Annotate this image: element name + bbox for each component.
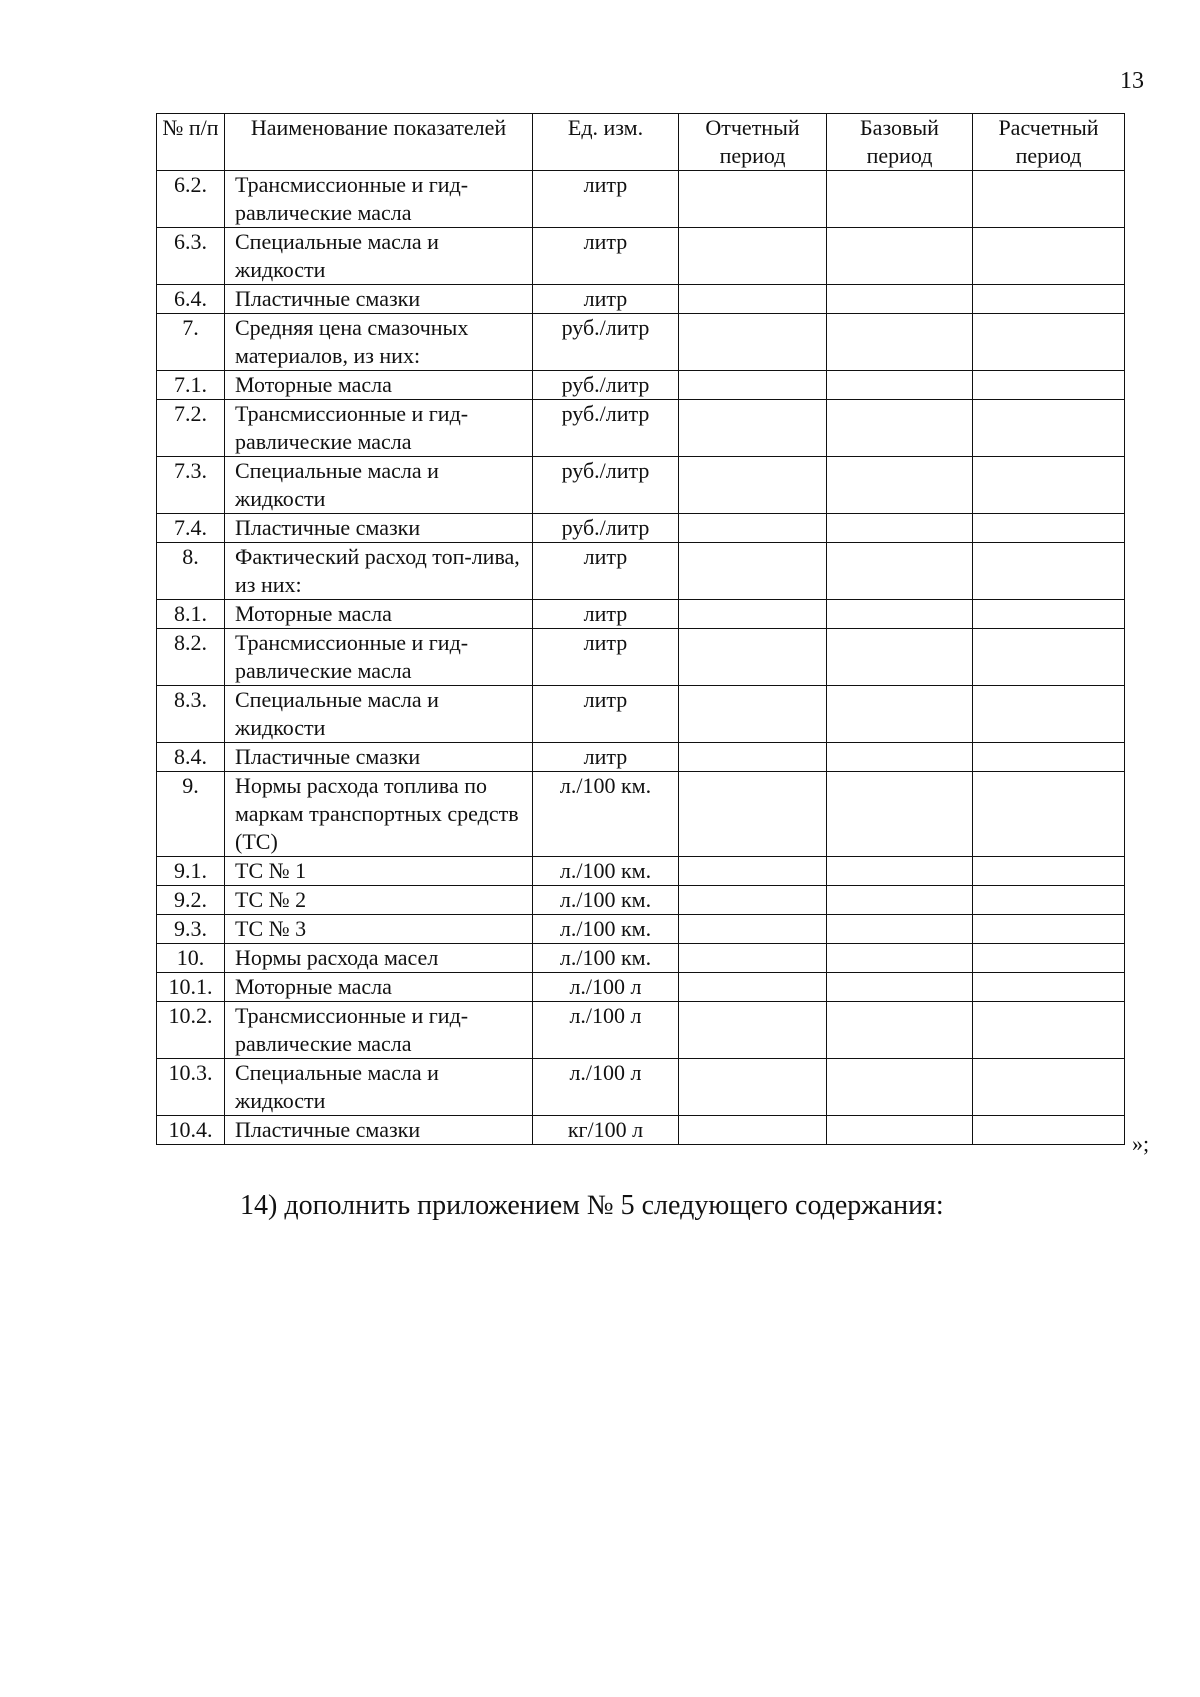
row-unit: л./100 л: [533, 973, 679, 1002]
row-base-value: [827, 629, 973, 686]
row-name: Нормы расхода масел: [225, 944, 533, 973]
table-body: [157, 171, 1125, 1145]
row-unit: литр: [533, 285, 679, 314]
row-base-value: [827, 886, 973, 915]
row-name: Моторные масла: [225, 600, 533, 629]
table-row: [157, 886, 1125, 915]
table-row: [157, 857, 1125, 886]
row-base-value: [827, 1059, 973, 1116]
row-base-value: [827, 514, 973, 543]
row-reporting-value: [679, 400, 827, 457]
row-reporting-value: [679, 973, 827, 1002]
row-unit: литр: [533, 228, 679, 285]
row-base-value: [827, 171, 973, 228]
table-row: [157, 543, 1125, 600]
row-unit: л./100 км.: [533, 886, 679, 915]
page-number: 13: [1120, 68, 1144, 94]
row-number: 6.3.: [157, 228, 225, 285]
row-base-value: [827, 1116, 973, 1145]
row-estimated-value: [973, 228, 1125, 285]
row-base-value: [827, 772, 973, 857]
row-reporting-value: [679, 228, 827, 285]
row-estimated-value: [973, 457, 1125, 514]
row-unit: руб./литр: [533, 457, 679, 514]
row-unit: литр: [533, 686, 679, 743]
row-base-value: [827, 543, 973, 600]
row-number: 8.2.: [157, 629, 225, 686]
row-unit: литр: [533, 600, 679, 629]
row-estimated-value: [973, 1116, 1125, 1145]
row-base-value: [827, 915, 973, 944]
row-base-value: [827, 686, 973, 743]
table-row: [157, 514, 1125, 543]
row-estimated-value: [973, 886, 1125, 915]
table-row: [157, 1059, 1125, 1116]
row-reporting-value: [679, 1002, 827, 1059]
table-row: [157, 285, 1125, 314]
table-row: [157, 915, 1125, 944]
table-row: [157, 1116, 1125, 1145]
table-row: [157, 944, 1125, 973]
row-name: Трансмиссионные и гид-равлические масла: [225, 171, 533, 228]
row-unit: л./100 км.: [533, 944, 679, 973]
row-unit: литр: [533, 629, 679, 686]
row-reporting-value: [679, 1116, 827, 1145]
row-base-value: [827, 600, 973, 629]
row-reporting-value: [679, 600, 827, 629]
table-row: [157, 1002, 1125, 1059]
table-row: [157, 371, 1125, 400]
row-name: Трансмиссионные и гид-равлические масла: [225, 1002, 533, 1059]
table-header-row: [157, 114, 1125, 171]
row-number: 7.: [157, 314, 225, 371]
row-name: Нормы расхода топлива по маркам транспортных средств (ТС): [225, 772, 533, 857]
row-name: ТС № 1: [225, 857, 533, 886]
row-number: 7.2.: [157, 400, 225, 457]
row-reporting-value: [679, 686, 827, 743]
row-reporting-value: [679, 543, 827, 600]
row-name: Специальные масла и жидкости: [225, 457, 533, 514]
row-estimated-value: [973, 857, 1125, 886]
row-name: Моторные масла: [225, 371, 533, 400]
row-estimated-value: [973, 543, 1125, 600]
row-name: Трансмиссионные и гид-равлические масла: [225, 629, 533, 686]
row-unit: руб./литр: [533, 314, 679, 371]
row-estimated-value: [973, 285, 1125, 314]
table-row: [157, 772, 1125, 857]
header-estimated-period: Расчетный период: [973, 114, 1125, 171]
row-base-value: [827, 400, 973, 457]
row-reporting-value: [679, 514, 827, 543]
row-estimated-value: [973, 1002, 1125, 1059]
row-name: Пластичные смазки: [225, 514, 533, 543]
row-estimated-value: [973, 772, 1125, 857]
table-row: [157, 400, 1125, 457]
row-reporting-value: [679, 915, 827, 944]
row-number: 10.1.: [157, 973, 225, 1002]
row-reporting-value: [679, 743, 827, 772]
row-number: 10.: [157, 944, 225, 973]
row-number: 7.3.: [157, 457, 225, 514]
header-unit: Ед. изм.: [533, 114, 679, 171]
row-number: 10.4.: [157, 1116, 225, 1145]
row-base-value: [827, 857, 973, 886]
row-number: 9.1.: [157, 857, 225, 886]
table-row: [157, 457, 1125, 514]
row-unit: л./100 л: [533, 1002, 679, 1059]
header-base-period: Базовый период: [827, 114, 973, 171]
row-reporting-value: [679, 944, 827, 973]
row-reporting-value: [679, 314, 827, 371]
row-base-value: [827, 743, 973, 772]
row-base-value: [827, 457, 973, 514]
row-number: 9.2.: [157, 886, 225, 915]
row-base-value: [827, 285, 973, 314]
row-number: 7.1.: [157, 371, 225, 400]
row-number: 9.3.: [157, 915, 225, 944]
row-unit: л./100 км.: [533, 772, 679, 857]
row-number: 8.1.: [157, 600, 225, 629]
row-reporting-value: [679, 457, 827, 514]
row-number: 7.4.: [157, 514, 225, 543]
row-name: Пластичные смазки: [225, 1116, 533, 1145]
header-reporting-period: Отчетный период: [679, 114, 827, 171]
row-reporting-value: [679, 886, 827, 915]
row-estimated-value: [973, 944, 1125, 973]
row-reporting-value: [679, 772, 827, 857]
row-unit: л./100 км.: [533, 857, 679, 886]
indicator-table: [156, 113, 1125, 1145]
row-base-value: [827, 944, 973, 973]
row-number: 8.3.: [157, 686, 225, 743]
row-estimated-value: [973, 171, 1125, 228]
row-unit: литр: [533, 171, 679, 228]
row-name: Пластичные смазки: [225, 285, 533, 314]
row-name: Специальные масла и жидкости: [225, 228, 533, 285]
row-name: Фактический расход топ-лива, из них:: [225, 543, 533, 600]
row-estimated-value: [973, 314, 1125, 371]
table-row: [157, 743, 1125, 772]
row-name: ТС № 2: [225, 886, 533, 915]
row-name: Средняя цена смазочных материалов, из них:: [225, 314, 533, 371]
row-base-value: [827, 1002, 973, 1059]
table-row: [157, 228, 1125, 285]
amendment-text: 14) дополнить приложением № 5 следующего содержания:: [240, 1190, 944, 1221]
row-estimated-value: [973, 743, 1125, 772]
row-estimated-value: [973, 400, 1125, 457]
row-unit: литр: [533, 543, 679, 600]
row-name: Специальные масла и жидкости: [225, 686, 533, 743]
row-estimated-value: [973, 915, 1125, 944]
row-estimated-value: [973, 629, 1125, 686]
row-number: 9.: [157, 772, 225, 857]
table-row: [157, 686, 1125, 743]
row-base-value: [827, 371, 973, 400]
row-number: 8.: [157, 543, 225, 600]
table-row: [157, 314, 1125, 371]
row-unit: л./100 л: [533, 1059, 679, 1116]
row-name: Специальные масла и жидкости: [225, 1059, 533, 1116]
row-estimated-value: [973, 514, 1125, 543]
row-name: Моторные масла: [225, 973, 533, 1002]
row-name: ТС № 3: [225, 915, 533, 944]
closing-quote: »;: [1132, 1131, 1150, 1156]
row-number: 10.2.: [157, 1002, 225, 1059]
row-unit: л./100 км.: [533, 915, 679, 944]
table-row: [157, 171, 1125, 228]
header-num: № п/п: [157, 114, 225, 171]
row-reporting-value: [679, 371, 827, 400]
row-reporting-value: [679, 285, 827, 314]
row-estimated-value: [973, 686, 1125, 743]
row-reporting-value: [679, 857, 827, 886]
row-reporting-value: [679, 1059, 827, 1116]
row-name: Пластичные смазки: [225, 743, 533, 772]
table-row: [157, 629, 1125, 686]
row-name: Трансмиссионные и гид-равлические масла: [225, 400, 533, 457]
row-estimated-value: [973, 371, 1125, 400]
row-unit: руб./литр: [533, 514, 679, 543]
row-unit: руб./литр: [533, 400, 679, 457]
row-number: 8.4.: [157, 743, 225, 772]
row-base-value: [827, 973, 973, 1002]
table-row: [157, 600, 1125, 629]
row-number: 6.2.: [157, 171, 225, 228]
table-row: [157, 973, 1125, 1002]
row-base-value: [827, 314, 973, 371]
row-unit: кг/100 л: [533, 1116, 679, 1145]
header-name: Наименование показателей: [225, 114, 533, 171]
row-unit: литр: [533, 743, 679, 772]
row-estimated-value: [973, 600, 1125, 629]
row-base-value: [827, 228, 973, 285]
row-unit: руб./литр: [533, 371, 679, 400]
row-reporting-value: [679, 171, 827, 228]
row-number: 6.4.: [157, 285, 225, 314]
row-reporting-value: [679, 629, 827, 686]
row-estimated-value: [973, 1059, 1125, 1116]
row-estimated-value: [973, 973, 1125, 1002]
row-number: 10.3.: [157, 1059, 225, 1116]
